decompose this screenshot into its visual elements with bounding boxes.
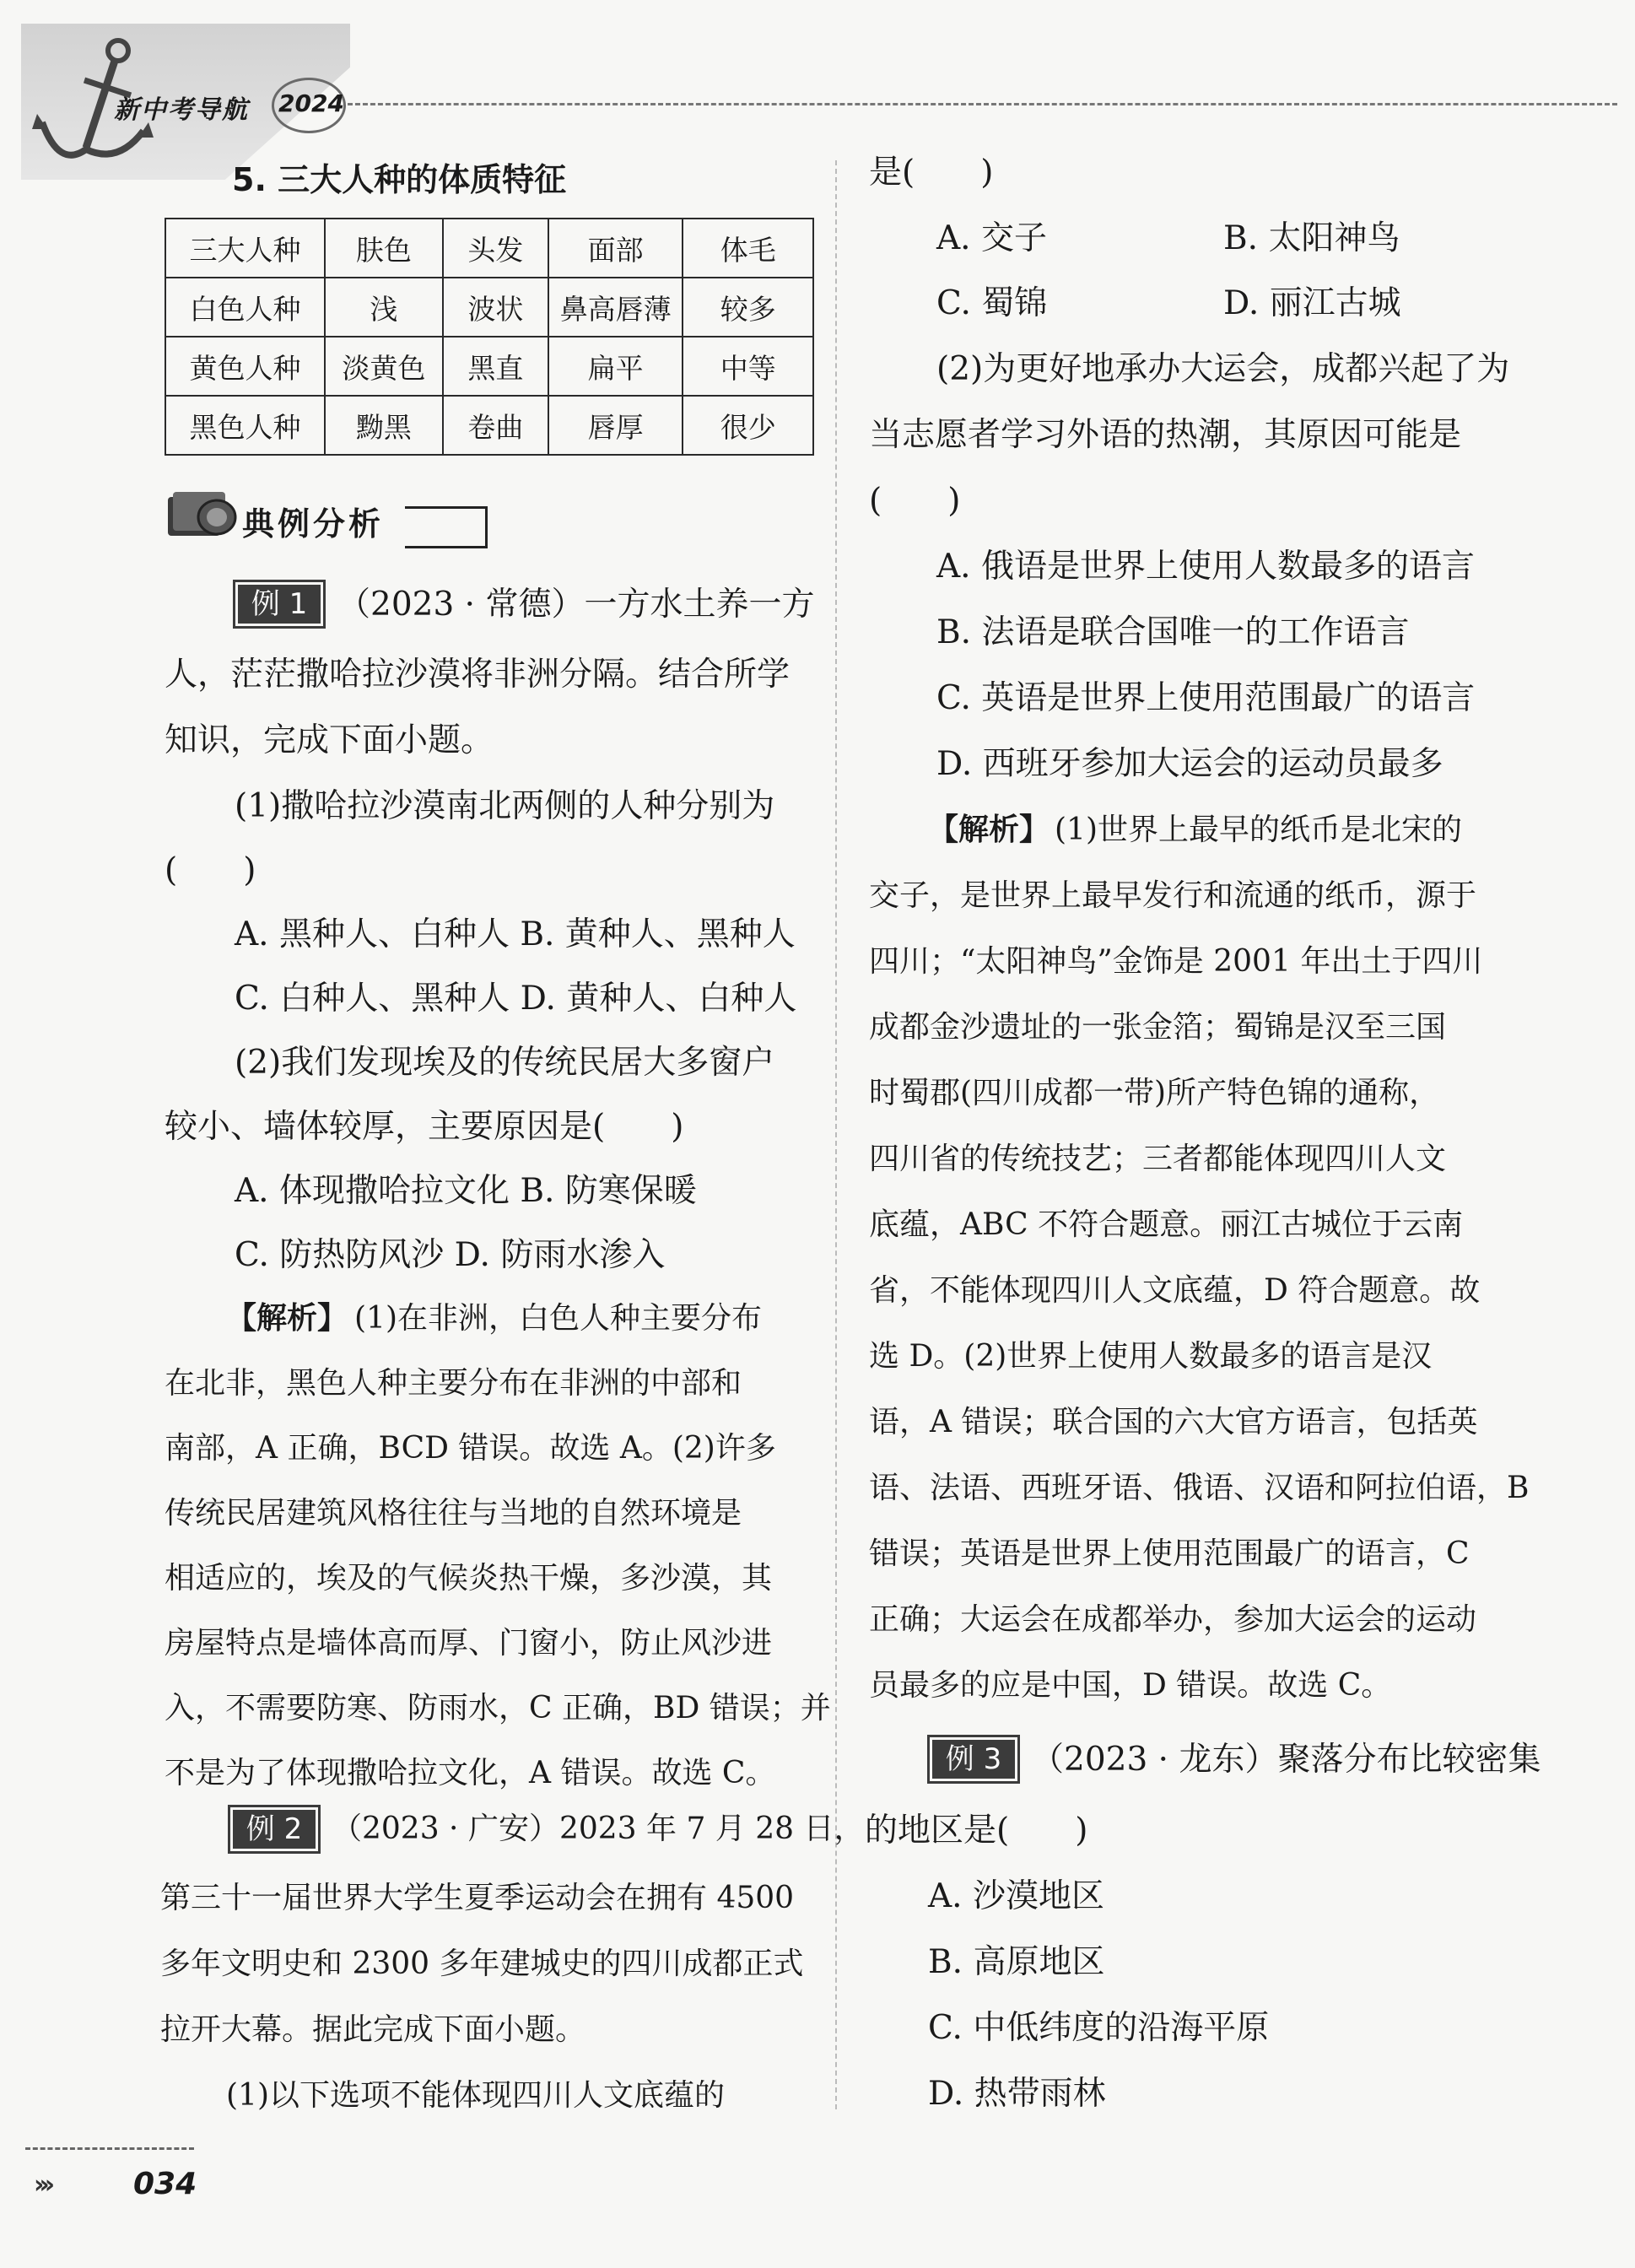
example-2-analysis-line: 员最多的应是中国，D 错误。故选 C。 bbox=[869, 1668, 1392, 1703]
example-2-line: (1)以下选项不能体现四川人文底蕴的 bbox=[226, 2078, 725, 2113]
example-2-analysis-tag: 【解析】 bbox=[928, 813, 1050, 847]
header-year: 2024 bbox=[278, 89, 344, 117]
example-2-option: D. 丽江古城 bbox=[1223, 284, 1401, 322]
example-1-analysis-line: 南部，A 正确，BCD 错误。故选 A。(2)许多 bbox=[165, 1431, 776, 1466]
example-2-option: A. 俄语是世界上使用人数最多的语言 bbox=[936, 548, 1475, 586]
example-2-line: 拉开大幕。据此完成下面小题。 bbox=[160, 2012, 586, 2047]
table-cell: 鼻高唇薄 bbox=[548, 278, 683, 337]
book-icon bbox=[165, 485, 240, 543]
table-header-cell: 体毛 bbox=[683, 219, 813, 278]
example-2-analysis-line: 选 D。(2)世界上使用人数最多的语言是汉 bbox=[869, 1339, 1433, 1374]
header-brand: 新中考导航 bbox=[114, 95, 249, 125]
table-cell: 黄色人种 bbox=[165, 337, 325, 396]
example-2-option: A. 交子 bbox=[936, 219, 1047, 257]
example-2-analysis-line: 正确；大运会在成都举办，参加大运会的运动 bbox=[869, 1602, 1477, 1637]
example-1-line: （2023 · 常德）一方水土养一方 bbox=[337, 586, 815, 624]
example-2-analysis-line: 成都金沙遗址的一张金箔；蜀锦是汉至三国 bbox=[869, 1010, 1447, 1045]
example-2-analysis-line: 时蜀郡(四川成都一带)所产特色锦的通称， bbox=[869, 1076, 1440, 1110]
example-1-analysis-line: 入，不需要防寒、防雨水，C 正确，BD 错误；并 bbox=[165, 1691, 831, 1725]
table-header-cell: 三大人种 bbox=[165, 219, 325, 278]
table-cell: 很少 bbox=[683, 396, 813, 455]
example-3-badge: 例 3 bbox=[932, 1740, 1015, 1779]
example-2-line: 第三十一届世界大学生夏季运动会在拥有 4500 bbox=[160, 1881, 795, 1915]
example-2-analysis-line: 省，不能体现四川人文底蕴，D 符合题意。故 bbox=[869, 1273, 1481, 1308]
header-divider bbox=[348, 103, 1617, 105]
table-cell: 扁平 bbox=[548, 337, 683, 396]
example-1-analysis-line: (1)在非洲，白色人种主要分布 bbox=[354, 1301, 762, 1336]
example-1-line: 人，茫茫撒哈拉沙漠将非洲分隔。结合所学 bbox=[165, 656, 791, 694]
example-2-badge: 例 2 bbox=[233, 1810, 316, 1849]
example-2-line: （2023 · 广安）2023 年 7 月 28 日， bbox=[332, 1812, 865, 1846]
example-1-analysis-line: 相适应的，埃及的气候炎热干燥，多沙漠，其 bbox=[165, 1561, 773, 1596]
example-1-line: 较小、墙体较厚，主要原因是( ) bbox=[165, 1108, 684, 1146]
heading-decoration bbox=[405, 506, 488, 548]
table-row bbox=[165, 278, 813, 337]
example-2-option: B. 法语是联合国唯一的工作语言 bbox=[936, 613, 1410, 651]
example-2-analysis-line: 语，A 错误；联合国的六大官方语言，包括英 bbox=[869, 1405, 1478, 1439]
table-row bbox=[165, 337, 813, 396]
table-cell: 淡黄色 bbox=[325, 337, 443, 396]
table-cell: 浅 bbox=[325, 278, 443, 337]
table-cell: 中等 bbox=[683, 337, 813, 396]
example-3-option: B. 高原地区 bbox=[928, 1943, 1105, 1981]
example-3-option: A. 沙漠地区 bbox=[928, 1877, 1104, 1915]
example-2-line: 多年文明史和 2300 多年建城史的四川成都正式 bbox=[160, 1947, 804, 1981]
example-1-analysis-line: 传统民居建筑风格往往与当地的自然环境是 bbox=[165, 1496, 742, 1531]
table-header-cell: 肤色 bbox=[325, 219, 443, 278]
table-cell: 波状 bbox=[443, 278, 548, 337]
table-cell: 较多 bbox=[683, 278, 813, 337]
example-2-analysis-line: 错误；英语是世界上使用范围最广的语言，C bbox=[869, 1536, 1470, 1571]
example-1-option: A. 体现撒哈拉文化 B. 防寒保暖 bbox=[235, 1172, 697, 1210]
example-3-option: C. 中低纬度的沿海平原 bbox=[928, 2009, 1270, 2047]
example-2-analysis-line: 四川；“太阳神鸟”金饰是 2001 年出土于四川 bbox=[869, 944, 1483, 979]
table-cell: 黑色人种 bbox=[165, 396, 325, 455]
example-2-line: (2)为更好地承办大运会，成都兴起了为 bbox=[936, 350, 1510, 388]
example-2-option: C. 英语是世界上使用范围最广的语言 bbox=[936, 679, 1476, 717]
table-cell: 卷曲 bbox=[443, 396, 548, 455]
table-cell: 黑直 bbox=[443, 337, 548, 396]
example-2-option: C. 蜀锦 bbox=[936, 284, 1048, 322]
example-2-option: D. 西班牙参加大运会的运动员最多 bbox=[936, 745, 1443, 783]
example-1-analysis-line: 房屋特点是墙体高而厚、门窗小，防止风沙进 bbox=[165, 1626, 773, 1660]
example-3-line: （2023 · 龙东）聚落分布比较密集 bbox=[1031, 1741, 1541, 1779]
example-2-analysis-line: (1)世界上最早的纸币是北宋的 bbox=[1055, 813, 1462, 847]
example-1-line: (1)撒哈拉沙漠南北两侧的人种分别为 bbox=[235, 787, 775, 825]
example-1-line: 知识，完成下面小题。 bbox=[165, 721, 494, 759]
race-traits-table bbox=[165, 218, 814, 456]
example-1-option: C. 防热防风沙 D. 防雨水渗入 bbox=[235, 1236, 666, 1274]
example-1-analysis-tag: 【解析】 bbox=[226, 1301, 348, 1336]
table-header-row bbox=[165, 219, 813, 278]
section-heading: 典例分析 bbox=[242, 505, 385, 543]
table-cell: 黝黑 bbox=[325, 396, 443, 455]
table-header-cell: 面部 bbox=[548, 219, 683, 278]
example-2-line: 当志愿者学习外语的热潮，其原因可能是 bbox=[869, 416, 1462, 454]
example-3-line: 的地区是( ) bbox=[865, 1812, 1088, 1850]
example-2-line: ( ) bbox=[869, 482, 961, 520]
example-3-option: D. 热带雨林 bbox=[928, 2075, 1106, 2113]
table-header-cell: 头发 bbox=[443, 219, 548, 278]
page-number: 034 bbox=[133, 2167, 197, 2201]
page-arrows-icon: ››› bbox=[34, 2170, 51, 2200]
example-1-option: C. 白种人、黑种人 D. 黄种人、白种人 bbox=[235, 980, 797, 1018]
example-1-badge: 例 1 bbox=[238, 585, 321, 624]
example-2-analysis-line: 底蕴，ABC 不符合题意。丽江古城位于云南 bbox=[869, 1207, 1464, 1242]
table-row bbox=[165, 396, 813, 455]
example-2-option: B. 太阳神鸟 bbox=[1223, 219, 1400, 257]
section-title: 5. 三大人种的体质特征 bbox=[232, 161, 567, 198]
example-2-analysis-line: 四川省的传统技艺；三者都能体现四川人文 bbox=[869, 1142, 1447, 1176]
example-1-line: (2)我们发现埃及的传统民居大多窗户 bbox=[235, 1044, 775, 1082]
example-1-option: A. 黑种人、白种人 B. 黄种人、黑种人 bbox=[235, 915, 796, 953]
example-2-analysis-line: 语、法语、西班牙语、俄语、汉语和阿拉伯语，B bbox=[869, 1471, 1530, 1505]
table-cell: 唇厚 bbox=[548, 396, 683, 455]
example-1-analysis-line: 在北非，黑色人种主要分布在非洲的中部和 bbox=[165, 1366, 742, 1401]
example-1-line: ( ) bbox=[165, 851, 256, 889]
example-2-analysis-line: 交子，是世界上最早发行和流通的纸币，源于 bbox=[869, 878, 1477, 913]
footer-divider bbox=[25, 2147, 194, 2150]
example-2-line: 是( ) bbox=[869, 154, 994, 192]
example-1-analysis-line: 不是为了体现撒哈拉文化，A 错误。故选 C。 bbox=[165, 1756, 776, 1790]
table-cell: 白色人种 bbox=[165, 278, 325, 337]
